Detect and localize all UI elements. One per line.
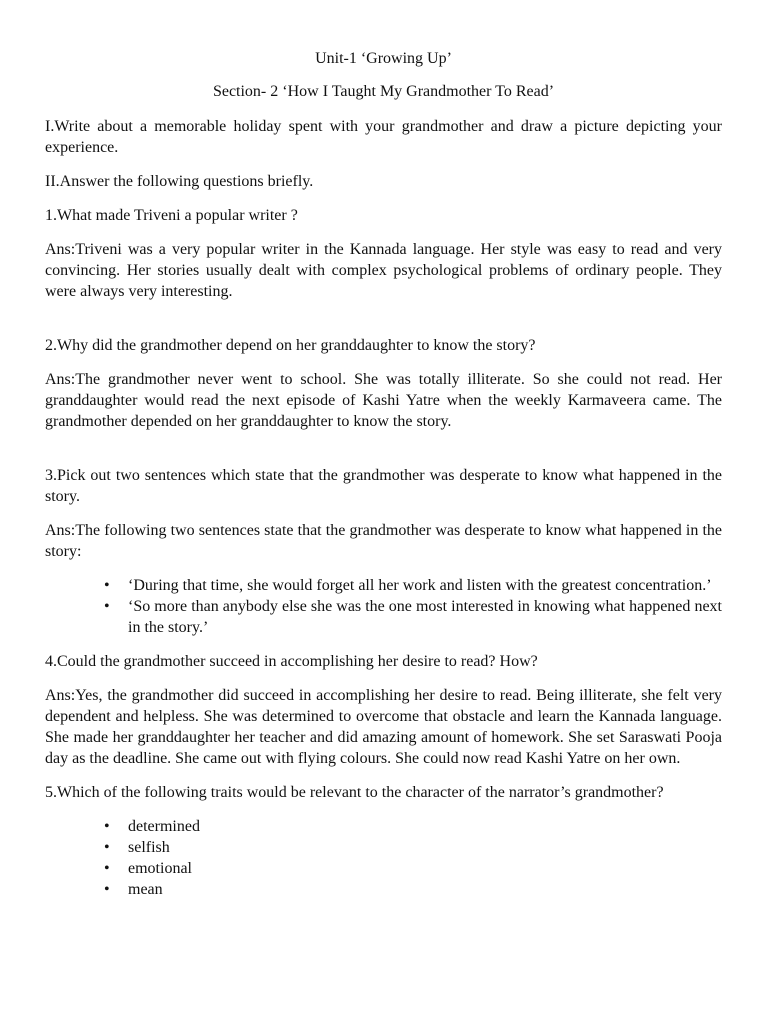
bullet-icon: • (104, 881, 110, 898)
trait-text: determined (128, 818, 200, 835)
list-item (104, 596, 722, 638)
bullet-icon: • (104, 860, 110, 877)
question-1: 1.What made Triveni a popular writer ? (45, 207, 298, 224)
bullet-icon: • (104, 839, 110, 856)
bullet-icon: • (104, 577, 110, 594)
question-3: 3.Pick out two sentences which state that the grandmother was desperate to know what happened in the story. (45, 467, 722, 505)
answer-2: Ans:The grandmother never went to school. She was totally illiterate. So she could not read. Her granddaughter would read the next episode of Kashi Yatre when the weekly Karmaveera came. The grandmother depended on her granddaughter to know the story. (45, 371, 722, 430)
document-page (45, 48, 722, 900)
traits-list (45, 816, 722, 900)
trait-text: emotional (128, 860, 192, 877)
list-item (104, 879, 722, 900)
question-2: 2.Why did the grandmother depend on her granddaughter to know the story? (45, 337, 536, 354)
list-item (104, 837, 722, 858)
answer-4: Ans:Yes, the grandmother did succeed in accomplishing her desire to read. Being illiterate, she felt very dependent and helpless. She was determined to overcome that obstacle and learn the Kannada language. She made her granddaughter her teacher and did amazing amount of homework. She set Saraswati Pooja day as the deadline. She came out with flying colours. She could now read Kashi Yatre on her own. (45, 687, 722, 767)
spacer (45, 445, 722, 465)
bullet-text: ‘So more than anybody else she was the one most interested in knowing what happened next in the story.’ (128, 598, 722, 636)
section-title: Section- 2 ‘How I Taught My Grandmother To Read’ (212, 83, 555, 100)
spacer (45, 315, 722, 335)
unit-title: Unit-1 ‘Growing Up’ (315, 50, 452, 67)
answer-3: Ans:The following two sentences state that the grandmother was desperate to know what happened in the story: (45, 522, 722, 560)
bullet-icon: • (104, 818, 110, 835)
part2-instruction: II.Answer the following questions briefly. (45, 173, 314, 190)
answer-1: Ans:Triveni was a very popular writer in the Kannada language. Her style was easy to read and very convincing. Her stories usually dealt with complex psychological problems of ordinary people. They were always very interesting. (45, 241, 722, 300)
list-item (104, 858, 722, 879)
trait-text: selfish (128, 839, 170, 856)
trait-text: mean (128, 881, 163, 898)
list-item (104, 575, 722, 596)
answer-3-bullet-list (45, 575, 722, 638)
part1-instruction: I.Write about a memorable holiday spent with your grandmother and draw a picture depicting your experience. (45, 118, 722, 156)
bullet-text: ‘During that time, she would forget all her work and listen with the greatest concentration.’ (128, 577, 712, 594)
question-5: 5.Which of the following traits would be relevant to the character of the narrator’s grandmother? (45, 784, 664, 801)
bullet-icon: • (104, 598, 110, 615)
question-4: 4.Could the grandmother succeed in accomplishing her desire to read? How? (45, 653, 538, 670)
list-item (104, 816, 722, 837)
